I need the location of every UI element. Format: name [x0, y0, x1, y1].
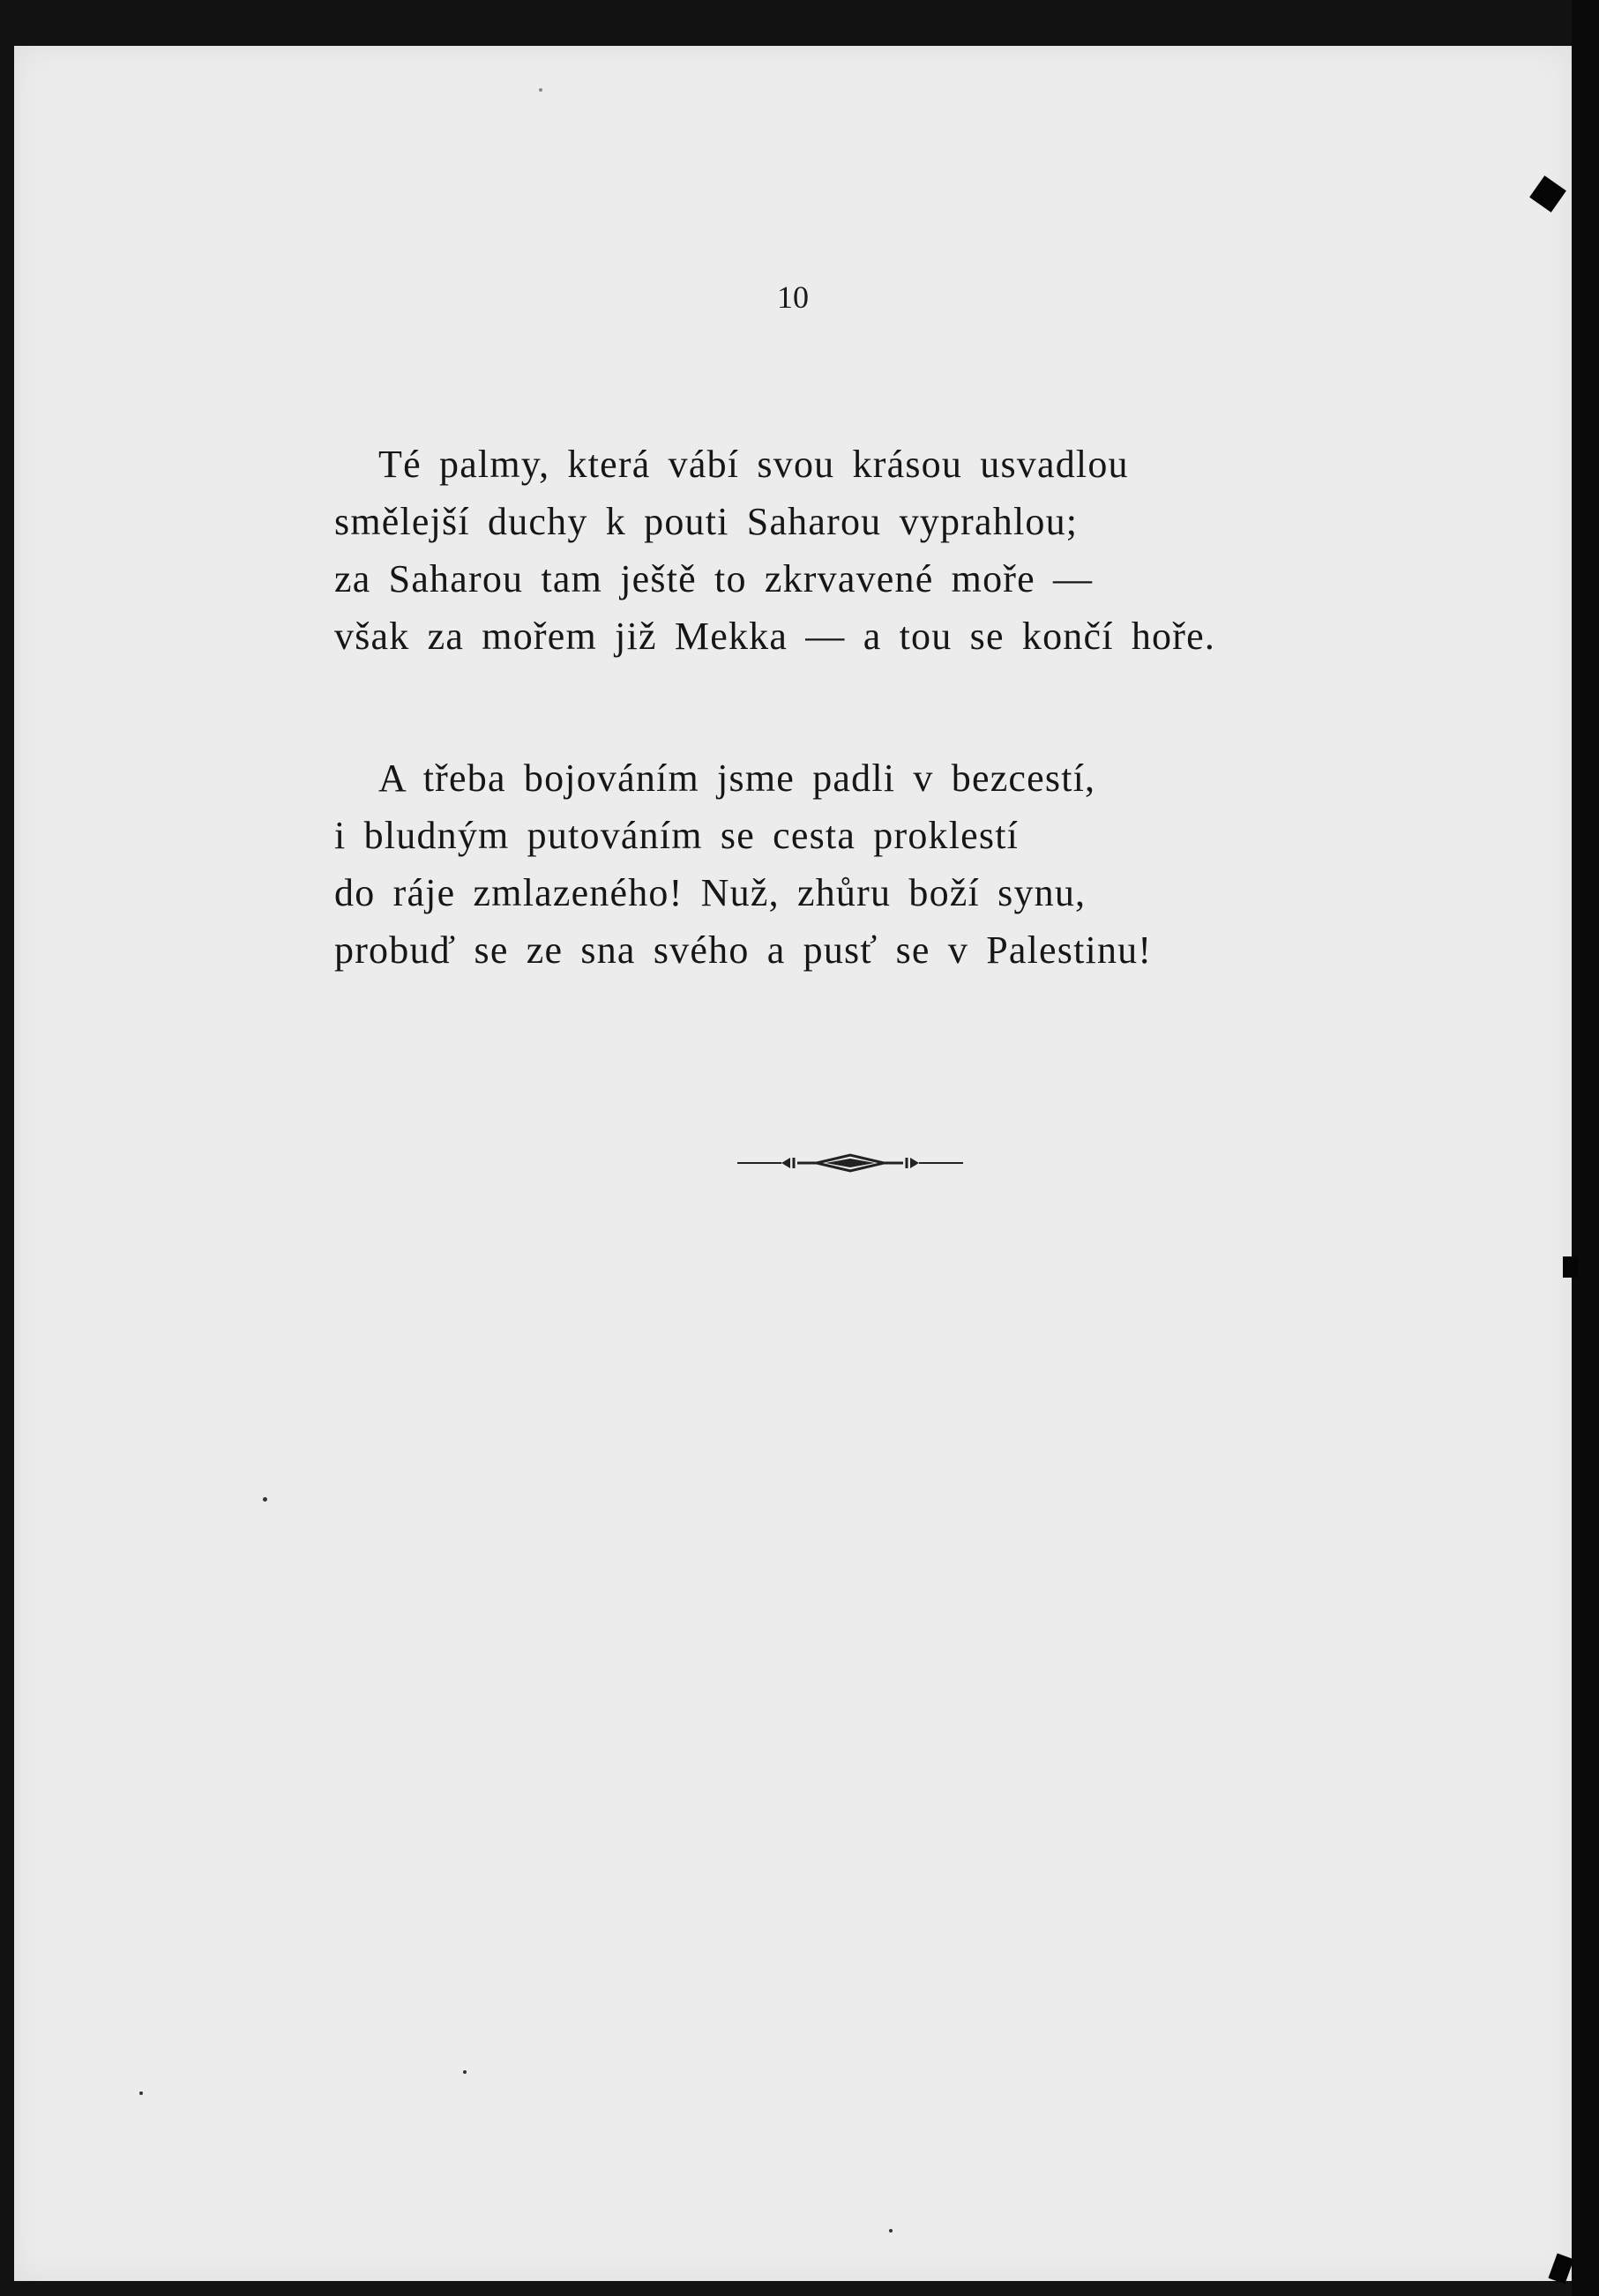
poem-line: i bludným putováním se cesta proklestí	[334, 814, 1020, 857]
poem-line: probuď se ze sna svého a pusť se v Palestinu!	[334, 928, 1153, 972]
poem-line: smělejší duchy k pouti Saharou vyprahlou;	[334, 500, 1079, 543]
edge-mark	[1563, 1256, 1579, 1278]
book-page	[14, 46, 1572, 2281]
scan-speck	[139, 2091, 143, 2095]
page-number: 10	[777, 280, 809, 315]
scan-speck	[539, 88, 542, 92]
poem-line: A třeba bojováním jsme padli v bezcestí,	[378, 757, 1096, 800]
scan-speck	[263, 1497, 267, 1502]
page-edge-shadow	[1572, 0, 1599, 2296]
poem-line: za Saharou tam ještě to zkrvavené moře —	[334, 557, 1094, 600]
scan-speck	[889, 2229, 893, 2233]
poem-line: Té palmy, která vábí svou krásou usvadlou	[378, 443, 1129, 486]
poem-stanza-2	[334, 749, 1393, 979]
poem-stanza-1	[334, 436, 1393, 665]
poem-line: do ráje zmlazeného! Nuž, zhůru boží synu,	[334, 871, 1087, 914]
scan-speck	[463, 2070, 467, 2074]
fleuron-divider-icon	[737, 1150, 963, 1176]
poem-line: však za mořem již Mekka — a tou se končí hoře.	[334, 615, 1216, 658]
